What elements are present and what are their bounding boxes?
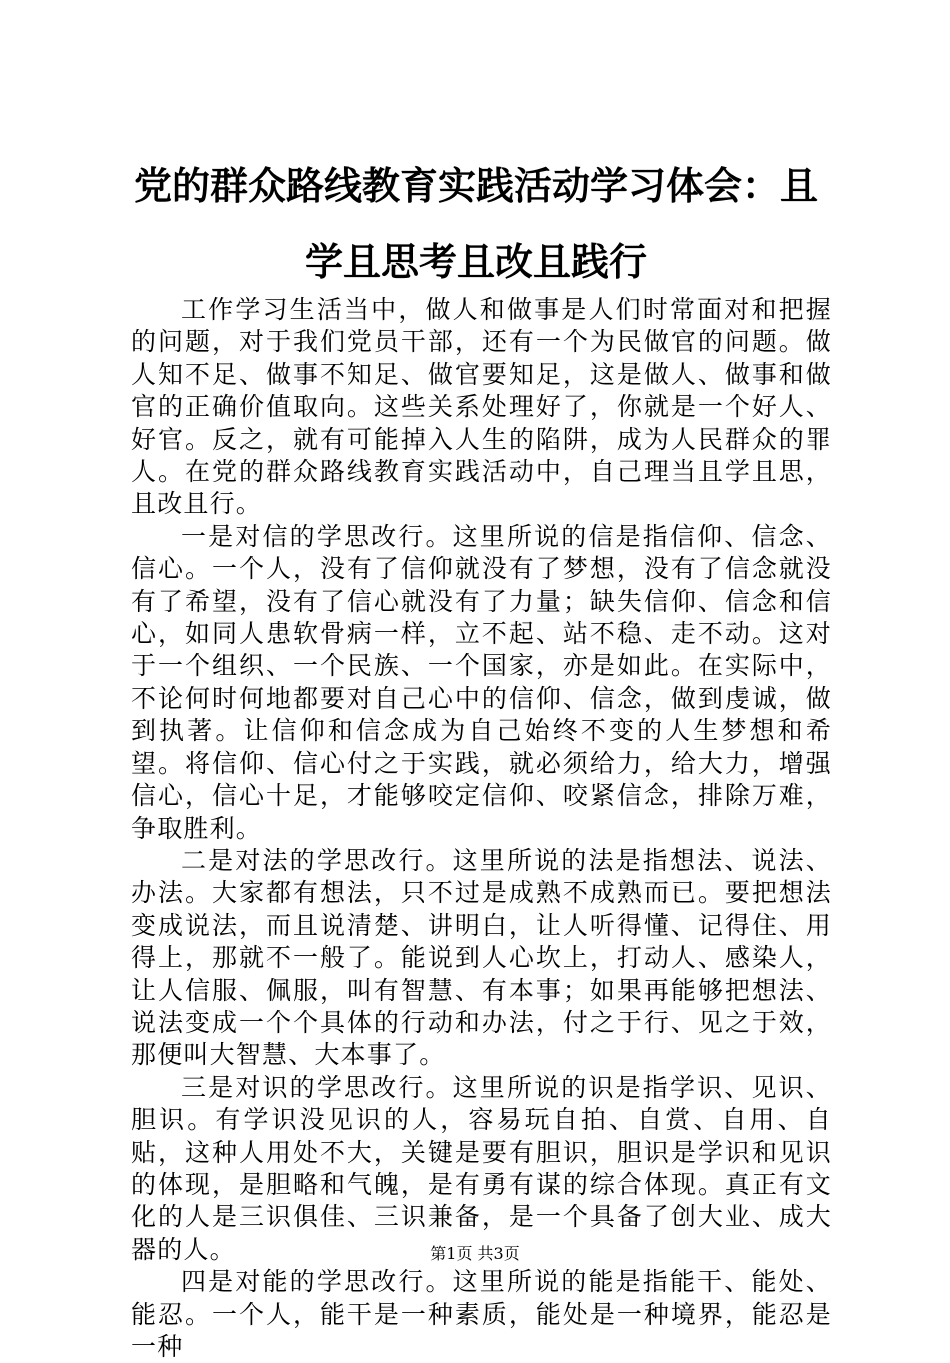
page-number-footer: 第1页 共3页 — [430, 1244, 520, 1263]
paragraph-belief: 一是对信的学思改行。这里所说的信是指信仰、信念、信心。一个人，没有了信仰就没有了梦想，没有了信念就没有了希望，没有了信心就没有了力量；缺失信仰、信念和信心，如同人患软骨病一样，立不起、站不稳、走不动。这对于一个组织、一个民族、一个国家，亦是如此。在实际中，不论何时何地都要对自己心中的信仰、信念，做到虔诚，做到执著。让信仰和信念成为自己始终不变的人生梦想和希望。将信仰、信心付之于实践，就必须给力，给大力，增强信心，信心十足，才能够咬定信仰、咬紧信念，排除万难，争取胜利。 — [131, 521, 832, 843]
document-body — [131, 294, 832, 1363]
paragraph-method: 二是对法的学思改行。这里所说的法是指想法、说法、办法。大家都有想法，只不过是成熟不成熟而已。要把想法变成说法，而且说清楚、讲明白，让人听得懂、记得住、用得上，那就不一般了。能说到人心坎上，打动人、感染人，让人信服、佩服，叫有智慧、有本事；如果再能够把想法、说法变成一个个具体的行动和办法，付之于行、见之于效，那便叫大智慧、大本事了。 — [131, 845, 832, 1070]
paragraph-ability: 四是对能的学思改行。这里所说的能是指能干、能处、能忍。一个人，能干是一种素质，能处是一种境界，能忍是一种 — [131, 1267, 832, 1361]
paragraph-intro: 工作学习生活当中，做人和做事是人们时常面对和把握的问题，对于我们党员干部，还有一个为民做官的问题。做人知不足、做事不知足、做官要知足，这是做人、做事和做官的正确价值取向。这些关系处理好了，你就是一个好人、好官。反之，就有可能掉入人生的陷阱，成为人民群众的罪人。在党的群众路线教育实践活动中，自己理当且学且思，且改且行。 — [131, 295, 832, 519]
document-title: 党的群众路线教育实践活动学习体会：且学且思考且改且践行 — [133, 163, 818, 284]
paragraph-knowledge: 三是对识的学思改行。这里所说的识是指学识、见识、胆识。有学识没见识的人，容易玩自拍、自赏、自用、自贴，这种人用处不大，关键是要有胆识，胆识是学识和见识的体现，是胆略和气魄，是有勇有谋的综合体现。真正有文化的人是三识俱佳、三识兼备，是一个具备了创大业、成大器的人。 — [131, 1072, 832, 1264]
